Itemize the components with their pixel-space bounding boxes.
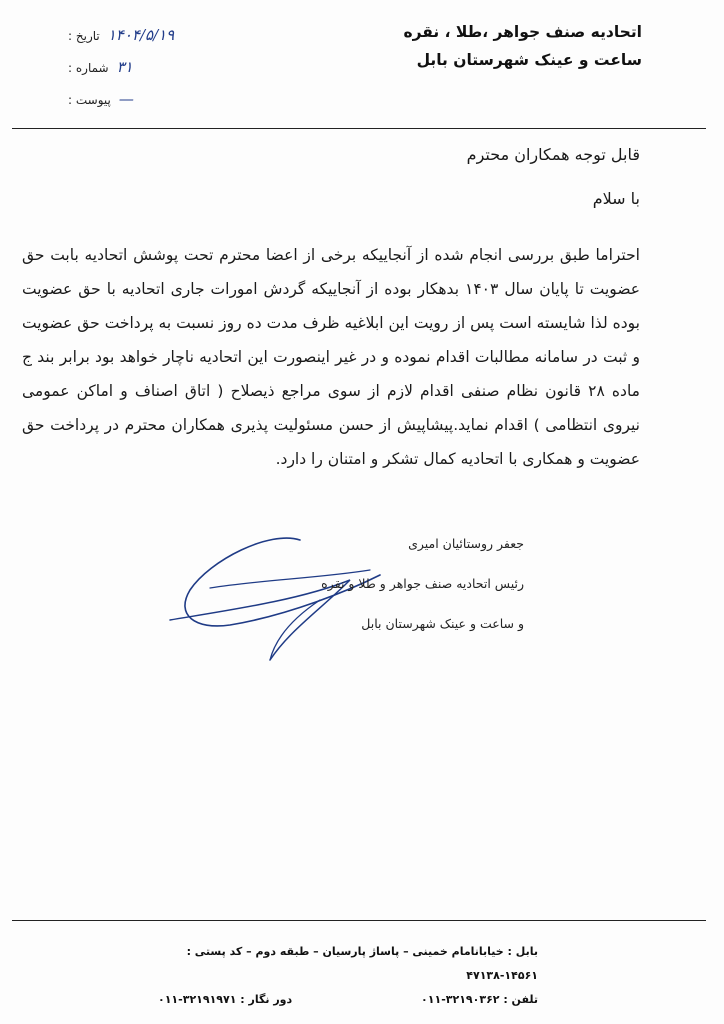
greeting: با سلام	[592, 189, 640, 208]
number-value: ۳۱	[116, 58, 133, 76]
letter-body: احتراما طبق بررسی انجام شده از آنجاییکه برخی از اعضا محترم تحت پوشش اتحادیه بابت حق عضویت تا پایان سال ۱۴۰۳ بدهکار بوده از آنجاییکه گردش امورات جاری اتحادیه با حق عضویت بوده لذا شایسته است پس از رویت این ابلاغیه ظرف مدت ده روز نسبت به پرداخت حق عضویت و ثبت در سامانه مطالبات اقدام نموده و در غیر اینصورت این اتحادیه ناچار خواهد بود برابر بند ج ماده ۲۸ قانون نظام صنفی اقدام لازم از سوی مراجع ذیصلاح ( اتاق اصناف و اماکن عمومی نیروی انتظامی ) اقدام نماید.پیشاپیش از حسن مسئولیت پذیری همکاران محترم در پرداخت حق عضویت و همکاری با اتحادیه کمال تشکر و امتنان را دارد.	[22, 246, 641, 468]
letter-meta	[68, 20, 218, 116]
footer-contacts	[158, 988, 538, 1012]
signer-title-line2: و ساعت و عینک شهرستان بابل	[361, 616, 524, 631]
org-name-line2: ساعت و عینک شهرستان بابل	[416, 51, 642, 69]
signer-title-line1: رئیس اتحادیه صنف جواهر و طلا و نقره	[321, 576, 524, 591]
signer-name: جعفر روستائیان امیری	[408, 536, 524, 551]
attachment-row	[68, 84, 218, 116]
header-divider	[12, 128, 706, 129]
attachment-label: پیوست :	[68, 93, 111, 107]
date-label: تاریخ :	[68, 29, 100, 43]
attachment-value: —	[118, 90, 134, 108]
salutation: قابل توجه همکاران محترم	[466, 145, 640, 164]
org-name-line1: اتحادیه صنف جواهر ،طلا ، نقره	[403, 23, 642, 41]
date-row	[68, 20, 218, 52]
footer	[158, 940, 538, 1012]
footer-fax: دور نگار : ۳۲۱۹۱۹۷۱-۰۱۱	[158, 993, 293, 1006]
signature-block	[244, 524, 524, 644]
footer-address: بابل : خیابانامام خمینی – پاساژ پارسیان – طبقه دوم – کد پستی : ۱۴۵۶۱-۴۷۱۳۸	[186, 945, 538, 982]
organization-header	[382, 18, 642, 74]
number-label: شماره :	[68, 61, 109, 75]
date-value: ۱۴۰۴/۵/۱۹	[107, 26, 175, 44]
footer-phone: تلفن : ۳۲۱۹۰۳۶۲-۰۱۱	[421, 993, 538, 1006]
number-row	[68, 52, 218, 84]
footer-divider	[12, 920, 706, 921]
